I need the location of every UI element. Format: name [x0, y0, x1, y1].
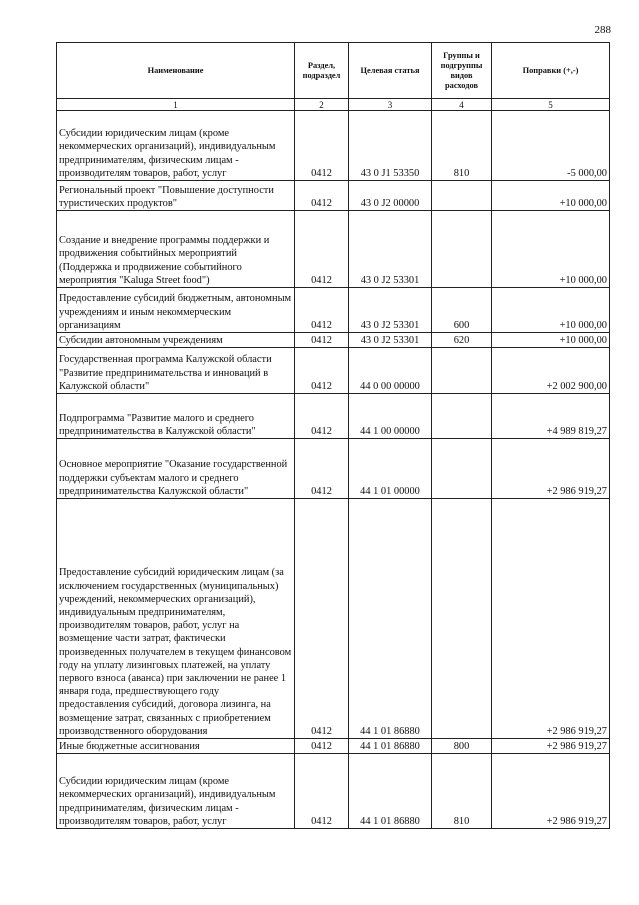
row-article: 44 0 00 00000 — [349, 348, 432, 394]
row-section: 0412 — [295, 111, 349, 181]
row-amount: +4 989 819,27 — [492, 394, 610, 439]
column-number: 4 — [432, 99, 492, 111]
row-amount: -5 000,00 — [492, 111, 610, 181]
row-section: 0412 — [295, 739, 349, 754]
row-amount: +10 000,00 — [492, 211, 610, 288]
row-group: 800 — [432, 739, 492, 754]
row-section: 0412 — [295, 754, 349, 829]
row-amount: +2 002 900,00 — [492, 348, 610, 394]
row-amount: +10 000,00 — [492, 288, 610, 333]
row-group: 620 — [432, 333, 492, 348]
table-row — [57, 754, 610, 829]
row-name: Иные бюджетные ассигнования — [57, 739, 295, 754]
column-number: 2 — [295, 99, 349, 111]
row-article: 43 0 J2 53301 — [349, 333, 432, 348]
table-row — [57, 288, 610, 333]
column-number: 5 — [492, 99, 610, 111]
table-row — [57, 439, 610, 499]
table-row — [57, 739, 610, 754]
row-group — [432, 348, 492, 394]
row-section: 0412 — [295, 499, 349, 739]
table-row — [57, 333, 610, 348]
row-name: Предоставление субсидий юридическим лицам (за исключением государственных (муниципальных) учреждений, некоммерческих организаций), индивидуальным предпринимателям, производителям товаров, работ, услуг на возмещение части затрат, фактически произведенных получателем в текущем финансовом году на уплату лизинговых платежей, на уплату первого взноса (аванса) при заключении не ранее 1 января года, предшествующего году предоставления субсидий, договора лизинга, на возмещение затрат, связанных с приобретением производственного оборудования — [57, 499, 295, 739]
row-amount: +2 986 919,27 — [492, 754, 610, 829]
row-name: Государственная программа Калужской области "Развитие предпринимательства и инноваций в Калужской области" — [57, 348, 295, 394]
header-article: Целевая статья — [349, 43, 432, 99]
table-row — [57, 499, 610, 739]
row-group — [432, 181, 492, 211]
budget-amendments-table — [56, 42, 610, 829]
table-row — [57, 348, 610, 394]
row-article: 44 1 01 00000 — [349, 439, 432, 499]
row-article: 43 0 J2 53301 — [349, 288, 432, 333]
row-section: 0412 — [295, 211, 349, 288]
table-row — [57, 181, 610, 211]
row-amount: +10 000,00 — [492, 181, 610, 211]
row-name: Субсидии юридическим лицам (кроме некоммерческих организаций), индивидуальным предпринимателям, физическим лицам - производителям товаров, работ, услуг — [57, 111, 295, 181]
column-number: 1 — [57, 99, 295, 111]
row-section: 0412 — [295, 333, 349, 348]
table-row — [57, 211, 610, 288]
row-amount: +2 986 919,27 — [492, 499, 610, 739]
column-numbers-row — [57, 99, 610, 111]
row-article: 43 0 J2 53301 — [349, 211, 432, 288]
row-amount: +2 986 919,27 — [492, 739, 610, 754]
row-group — [432, 394, 492, 439]
header-group: Группы и подгруппы видов расходов — [432, 43, 492, 99]
row-section: 0412 — [295, 288, 349, 333]
row-name: Создание и внедрение программы поддержки и продвижения событийных мероприятий (Поддержка и продвижение событийного мероприятия "Kaluga Street food") — [57, 211, 295, 288]
table-row — [57, 394, 610, 439]
row-article: 44 1 01 86880 — [349, 754, 432, 829]
header-amendment: Поправки (+,-) — [492, 43, 610, 99]
row-article: 43 0 J1 53350 — [349, 111, 432, 181]
row-name: Основное мероприятие "Оказание государственной поддержки субъектам малого и среднего предпринимательства Калужской области" — [57, 439, 295, 499]
row-group — [432, 211, 492, 288]
row-group — [432, 439, 492, 499]
row-article: 43 0 J2 00000 — [349, 181, 432, 211]
row-amount: +2 986 919,27 — [492, 439, 610, 499]
row-article: 44 1 00 00000 — [349, 394, 432, 439]
row-amount: +10 000,00 — [492, 333, 610, 348]
row-name: Субсидии юридическим лицам (кроме некоммерческих организаций), индивидуальным предпринимателям, физическим лицам - производителям товаров, работ, услуг — [57, 754, 295, 829]
header-section: Раздел, подраздел — [295, 43, 349, 99]
row-section: 0412 — [295, 394, 349, 439]
table-row — [57, 111, 610, 181]
header-name: Наименование — [57, 43, 295, 99]
row-group: 600 — [432, 288, 492, 333]
row-group: 810 — [432, 754, 492, 829]
row-article: 44 1 01 86880 — [349, 739, 432, 754]
table-header-row — [57, 43, 610, 99]
row-article: 44 1 01 86880 — [349, 499, 432, 739]
row-name: Предоставление субсидий бюджетным, автономным учреждениям и иным некоммерческим организациям — [57, 288, 295, 333]
row-group — [432, 499, 492, 739]
row-section: 0412 — [295, 348, 349, 394]
row-group: 810 — [432, 111, 492, 181]
column-number: 3 — [349, 99, 432, 111]
page-number: 288 — [594, 24, 611, 36]
row-name: Субсидии автономным учреждениям — [57, 333, 295, 348]
row-section: 0412 — [295, 439, 349, 499]
row-section: 0412 — [295, 181, 349, 211]
row-name: Региональный проект "Повышение доступности туристических продуктов" — [57, 181, 295, 211]
row-name: Подпрограмма "Развитие малого и среднего предпринимательства в Калужской области" — [57, 394, 295, 439]
